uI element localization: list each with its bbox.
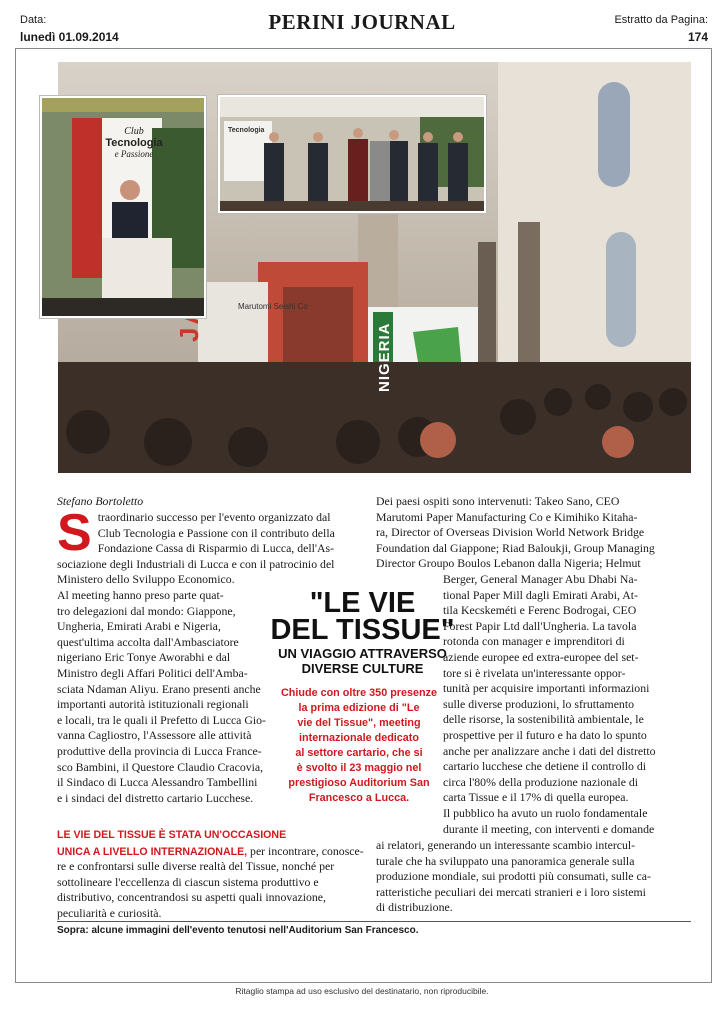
byline: Stefano Bortoletto bbox=[57, 494, 144, 508]
promo-line: prestigioso Auditorium San bbox=[288, 777, 430, 789]
col1-line: quest'ultima accolta dall'Ambasciatore bbox=[57, 634, 239, 649]
logo-line-passione: e Passione bbox=[114, 149, 154, 159]
col3-top-line: ra, Director of Overseas Division World Network Bridge bbox=[376, 525, 645, 540]
promo-box bbox=[281, 686, 437, 806]
col3-line: tional Paper Mill dagli Emirati Arabi, At- bbox=[443, 587, 638, 602]
col1-line: sciata Ndaman Aliyu. Erano presenti anche bbox=[57, 681, 261, 696]
col1-line: il Sindaco di Lucca Alessandro Tambellini bbox=[57, 775, 258, 790]
col1-line: vanna Cagliostro, l'Assessore alle attività bbox=[57, 728, 252, 743]
col3-top-line: Foundation dal Giappone; Riad Baloukji, Group Managing bbox=[376, 540, 655, 555]
col1-line: Ministro degli Affari Politici dell'Amba- bbox=[57, 665, 248, 680]
promo-line: Francesco a Lucca. bbox=[308, 792, 410, 804]
col3-text bbox=[443, 572, 693, 837]
bottom-line: re e confrontarsi sulle diverse realtà del Tissue, nonché per bbox=[57, 859, 335, 873]
col3-line: delle risorse, la sostenibilità ambientale, le bbox=[443, 712, 644, 727]
col3-line: Berger, General Manager Abu Dhabi Na- bbox=[443, 572, 638, 586]
caption-rule bbox=[57, 921, 691, 922]
highlight-block bbox=[57, 828, 367, 844]
photo-caption: Sopra: alcune immagini dell'evento tenutosi nell'Auditorium San Francesco. bbox=[57, 925, 419, 936]
col1-line: nigeriano Eric Tonye Aworabhi e dal bbox=[57, 650, 231, 665]
col3-bottom-line: produzione mondiale, sui prodotti più consumati, sulle ca- bbox=[376, 869, 651, 884]
highlight-line-2: UNICA A LIVELLO INTERNAZIONALE, bbox=[57, 846, 248, 858]
group-illustration bbox=[220, 97, 484, 211]
bottom-line-0: per incontrare, conosce- bbox=[250, 844, 364, 858]
col3-line: durante il meeting, con interventi e domande bbox=[443, 821, 655, 836]
col3-line: tore si è rivelata un'interessante oppor- bbox=[443, 665, 626, 680]
inset-speaker-photo bbox=[40, 96, 206, 318]
promo-line: al settore cartario, che si bbox=[295, 747, 423, 759]
page-value: 174 bbox=[687, 30, 708, 44]
col3-line: Forest Papir Ltd dall'Ungheria. La tavola bbox=[443, 618, 637, 633]
page-label: Estratto da Pagina: bbox=[614, 14, 708, 26]
col1-line: Club Tecnologia e Passione con il contributo della bbox=[97, 525, 335, 540]
footer-note: Ritaglio stampa ad uso esclusivo del destinatario, non riproducibile. bbox=[235, 986, 489, 996]
title-line-2: DEL TISSUE" bbox=[270, 614, 455, 646]
highlight-line-1: LE VIE DEL TISSUE È STATA UN'OCCASIONE bbox=[57, 829, 287, 841]
col3-bottom-line: ratteristiche peculiari dei mercati stranieri e i loro sistemi bbox=[376, 884, 646, 899]
article-title bbox=[270, 587, 455, 676]
promo-line: la prima edizione di "Le bbox=[298, 702, 420, 714]
logo-line-club: Club bbox=[124, 126, 144, 137]
col1-line: Fondazione Cassa di Risparmio di Lucca, dell'As- bbox=[97, 541, 335, 556]
col3-line: tila Kecskeméti e Ferenc Bodrogai, CEO bbox=[443, 603, 637, 618]
col3-bottom-text bbox=[376, 838, 696, 916]
promo-line: è svolto il 23 maggio nel bbox=[296, 762, 422, 774]
date-value: lunedì 01.09.2014 bbox=[20, 30, 119, 44]
col1-line: traordinario successo per l'evento organizzato dal bbox=[97, 510, 331, 524]
col3-line: cartario lucchese che detiene il controllo di bbox=[443, 759, 647, 774]
col1-line: sociazione degli Industriali di Lucca e con il patrocinio del bbox=[57, 556, 335, 571]
bottom-line: distributivo, concentrandosi su aspetti quali innovazione, bbox=[57, 890, 326, 905]
bottom-line: sottolineare l'eccellenza di ciascun sistema produttivo e bbox=[57, 874, 319, 889]
bottom-line: peculiarità e curiosità. bbox=[57, 905, 162, 920]
col3-top-line: Dei paesi ospiti sono intervenuti: Takeo Sano, CEO bbox=[376, 494, 620, 508]
group-logo: Tecnologia bbox=[228, 127, 265, 134]
col3-line: Il pubblico ha avuto un ruolo fondamentale bbox=[443, 805, 648, 820]
col3-line: prospettive per il futuro e ha dato lo spunto bbox=[443, 727, 647, 742]
col3-line: rotonda con manager e imprenditori di bbox=[443, 634, 625, 649]
col1-line: importanti autorità istituzionali regionali bbox=[57, 697, 249, 712]
col1-line: Ungheria, Emirati Arabi e Nigeria, bbox=[57, 619, 221, 634]
col1-line: produttive della provincia di Lucca France- bbox=[57, 743, 262, 758]
col1-line: e locali, tra le quali il Prefetto di Lucca Gio- bbox=[57, 712, 266, 727]
col3-line: carta Tissue e il 17% di quella europea. bbox=[443, 790, 629, 805]
banner-marutomi: Marutomi Seishi Co bbox=[238, 302, 308, 311]
col3-line: anche per analizzare anche i dati del distretto bbox=[443, 743, 656, 758]
col3-line: tunità per acquisire importanti informazioni bbox=[443, 681, 650, 696]
col3-top-line: Director Groupo Boulos Lebanon dalla Nigeria; Helmut bbox=[376, 556, 641, 571]
col3-line: circa l'80% della produzione nazionale di bbox=[443, 774, 639, 789]
col1-line: Ministero dello Sviluppo Economico. bbox=[57, 572, 235, 587]
col3-top-text bbox=[376, 494, 696, 572]
inset-group-photo bbox=[218, 95, 486, 213]
promo-line: Chiude con oltre 350 presenze bbox=[281, 687, 438, 699]
col3-line: sulle diverse produzioni, lo sfruttamento bbox=[443, 696, 635, 711]
col3-top-line: Marutomi Paper Manufacturing Co e Kimihiko Kitaha- bbox=[376, 509, 638, 524]
col3-bottom-line: di distribuzione. bbox=[376, 900, 453, 915]
col3-bottom-line: ai relatori, generando un interessante scambio intercul- bbox=[376, 838, 636, 852]
logo-line-tecnologia: Tecnologia bbox=[105, 137, 163, 149]
journal-title: PERINI JOURNAL bbox=[268, 10, 456, 34]
date-label: Data: bbox=[20, 14, 47, 26]
col1-line: sco Bambini, il Questore Claudio Cracovia, bbox=[57, 759, 264, 774]
title-line-1: "LE VIE bbox=[309, 587, 416, 619]
dropcap: S bbox=[57, 504, 92, 562]
col3-line: aziende europee ed extra-europee del set- bbox=[443, 649, 639, 664]
col1-line: tro delegazioni dal mondo: Giappone, bbox=[57, 603, 236, 618]
col1-line: e i sindaci del distretto cartario Lucchese. bbox=[57, 790, 254, 805]
promo-line: internazionale dedicato bbox=[299, 732, 419, 744]
promo-line: vie del Tissue", meeting bbox=[297, 717, 421, 729]
col1-line: Al meeting hanno preso parte quat- bbox=[57, 587, 224, 602]
subtitle-line-2: DIVERSE CULTURE bbox=[301, 661, 424, 676]
subtitle-line-1: UN VIAGGIO ATTRAVERSO bbox=[278, 646, 447, 661]
bottom-text bbox=[57, 859, 377, 921]
col3-bottom-line: turale che ha sviluppato una panoramica generale sulla bbox=[376, 853, 635, 868]
banner-nigeria: NIGERIA bbox=[376, 322, 393, 392]
